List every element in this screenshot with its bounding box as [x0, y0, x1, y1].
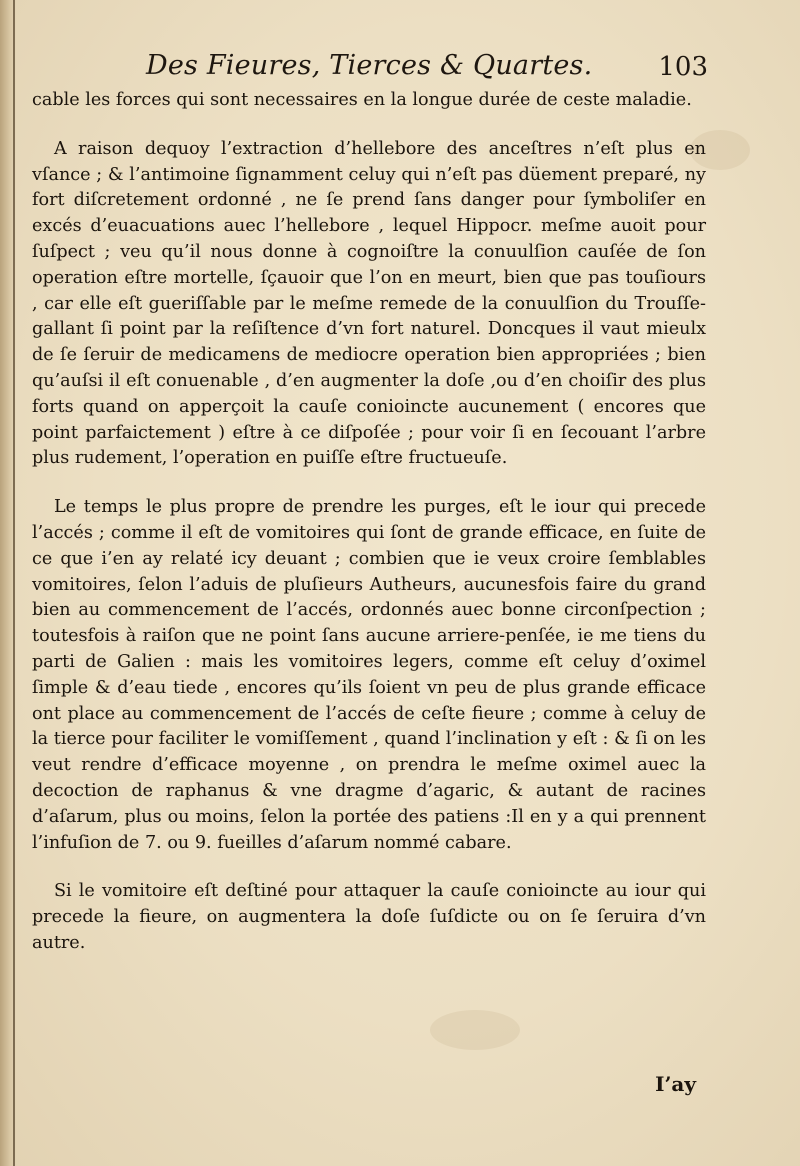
page-header [60, 50, 708, 90]
paragraph-hellebore: A raison dequoy l’extraction d’hellebore des anceſtres n’eſt plus en vſance ; & l’antimoine ſignamment celuy qui n’eſt pas düement preparé, ny fort diſcretement ordonné , ne ſe prend ſans danger pour ſymboliſer en excés d’euacuations auec l’hellebore , lequel Hippocr. meſme auoit pour ſuſpect ; veu qu’il nous donne à cognoiſtre la conuulſion cauſée de ſon operation eſtre mortelle, ſçauoir que l’on en meurt, bien que pas touſiours , car elle eſt gueriſſable par le meſme remede de la conuulſion du Trouſſe-gallant ſi point par la reſiſtence d’vn fort naturel. Doncques il vaut mieulx de ſe ſeruir de medicamens de mediocre operation bien appropriées ; bien qu’auſsi il eſt conuenable , d’en augmenter la doſe ,ou d’en choiſir des plus forts quand on apperçoit la cauſe conioincte aucunement ( encores que point parfaictement ) eſtre à ce diſpoſée ; pour voir ſi en ſecouant l’arbre plus rudement, l’operation en puiſſe eſtre fructueuſe. [32, 138, 706, 469]
running-title: Des Fieures, Tierces & Quartes. [146, 50, 593, 81]
paragraph-vomitoire: Si le vomitoire eſt deſtiné pour attaquer la cauſe conioincte au iour qui precede la fieure, on augmentera la doſe ſuſdicte ou on ſe ſeruira d’vn autre. [32, 881, 706, 953]
catchword: I’ay [655, 1072, 696, 1096]
paragraph-purges: Le temps le plus propre de prendre les purges, eſt le iour qui precede l’accés ; comme il eſt de vomitoires qui ſont de grande efficace, en ſuite de ce que i’en ay relaté icy deuant ; combien que ie veux croire ſemblables vomitoires, ſelon l’aduis de pluſieurs Autheurs, aucunesfois faire du grand bien au commencement de l’accés, ordonnés auec bonne circonſpection ; toutesfois à raiſon que ne point ſans aucune arriere-penſée, ie me tiens du parti de Galien : mais les vomitoires legers, comme eſt celuy d’oximel ſimple & d’eau tiede , encores qu’ils ſoient vn peu de plus grande efficace ont place au commencement de l’accés de ceſte fieure ; comme à celuy de la tierce pour faciliter le vomiſſement , quand l’inclination y eſt : & ſi on les veut rendre d’efficace moyenne , on prendra le meſme oximel auec la decoction de raphanus & vne dragme d’agaric, & autant de racines d’aſarum, plus ou moins, ſelon la portée des patiens :Il en y a qui prennent l’infuſion de 7. ou 9. fueilles d’aſarum nommé cabare. [32, 497, 706, 853]
body-text [32, 88, 706, 980]
paper-stain [430, 1010, 520, 1050]
binding-edge-line [13, 0, 15, 1166]
paragraph-continuation: cable les forces qui sont necessaires en la longue durée de ceste maladie. [32, 90, 692, 110]
page-number: 103 [658, 52, 708, 82]
